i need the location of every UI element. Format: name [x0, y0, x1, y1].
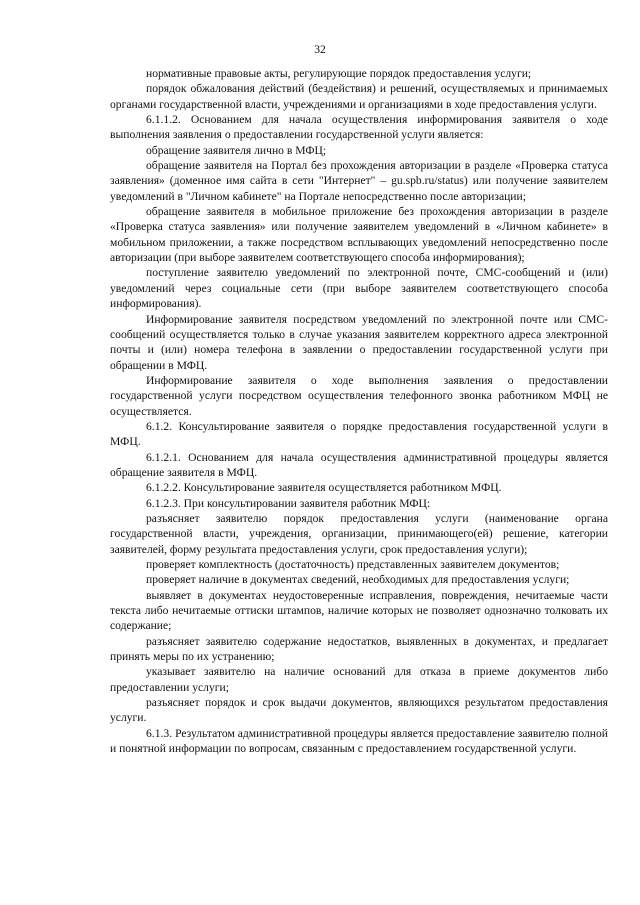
paragraph: Информирование заявителя о ходе выполнения заявления о предоставлении государственной услуги посредством осуществления телефонного звонка работником МФЦ не осуществляется.: [110, 373, 608, 418]
paragraph: разъясняет порядок и срок выдачи документов, являющихся результатом предоставления услуги.: [110, 696, 608, 725]
paragraph: 6.1.2.1. Основанием для начала осуществления административной процедуры является обращение заявителя в МФЦ.: [110, 450, 608, 479]
paragraph: 6.1.2. Консультирование заявителя о порядке предоставления государственной услуги в МФЦ.: [110, 419, 608, 449]
paragraph: разъясняет заявителю содержание недостатков, выявленных в документах, и предлагает принять меры по их устранению;: [110, 634, 608, 664]
paragraph: 6.1.2.2. Консультирование заявителя осуществляется работником МФЦ.: [146, 481, 502, 495]
paragraph: поступление заявителю уведомлений по электронной почте, СМС-сообщений и (или) уведомлений через социальные сети (при выборе заявителем соответствующего способа информирования).: [110, 266, 608, 311]
paragraph: 6.1.3. Результатом административной процедуры является предоставление заявителю полной и понятной информации по вопросам, связанным с предоставлением государственной услуги.: [110, 726, 608, 756]
paragraph: 6.1.2.3. При консультировании заявителя работник МФЦ:: [146, 496, 431, 510]
paragraph: указывает заявителю на наличие оснований для отказа в приеме документов либо предоставлении услуги;: [110, 665, 608, 694]
paragraph: обращение заявителя на Портал без прохождения авторизации в разделе «Проверка статуса заявления» (доменное имя сайта в сети "Интернет" – gu.spb.ru/status) или получение заявителем уведомлений в "Личном кабинете" на Портале непосредственно после авторизации;: [110, 159, 608, 203]
paragraph: проверяет комплектность (достаточность) представленных заявителем документов;: [146, 558, 560, 571]
page-number: 32: [314, 43, 326, 56]
paragraph: порядок обжалования действий (бездействия) и решений, осуществляемых и принимаемых органами государственной власти, учреждениями и организациями в ходе предоставления услуги.: [110, 82, 608, 111]
document-body: [110, 66, 608, 756]
paragraph: обращение заявителя лично в МФЦ;: [146, 143, 327, 157]
paragraph: разъясняет заявителю порядок предоставления услуги (наименование органа государственной власти, учреждения, организации, принимающего(ей) решение, категории заявителей, форму результата предоставления услуги, срок предоставления услуги);: [110, 511, 608, 556]
paragraph: 6.1.1.2. Основанием для начала осуществления информирования заявителя о ходе выполнения заявления о предоставлении государственной услуги является:: [110, 113, 608, 142]
paragraph: выявляет в документах неудостоверенные исправления, повреждения, нечитаемые части текста либо нечитаемые оттиски штампов, наличие которых не позволяет однозначно толковать их содержание;: [110, 588, 608, 633]
paragraph: нормативные правовые акты, регулирующие порядок предоставления услуги;: [146, 67, 532, 80]
paragraph: Информирование заявителя посредством уведомлений по электронной почте или СМС-сообщений осуществляется только в случае указания заявителем корректного адреса электронной почты и (или) номера телефона в заявлении о предоставлении государственной услуги при обращении в МФЦ.: [110, 312, 608, 372]
paragraph: проверяет наличие в документах сведений, необходимых для предоставления услуги;: [146, 573, 570, 587]
paragraph: обращение заявителя в мобильное приложение без прохождения авторизации в разделе «Проверка статуса заявления» или получение заявителем уведомлений в «Личном кабинете» в мобильном приложении, а также посредством всплывающих уведомлений непосредственно после авторизации (при выборе заявителем соответствующего способа информирования);: [110, 205, 608, 265]
